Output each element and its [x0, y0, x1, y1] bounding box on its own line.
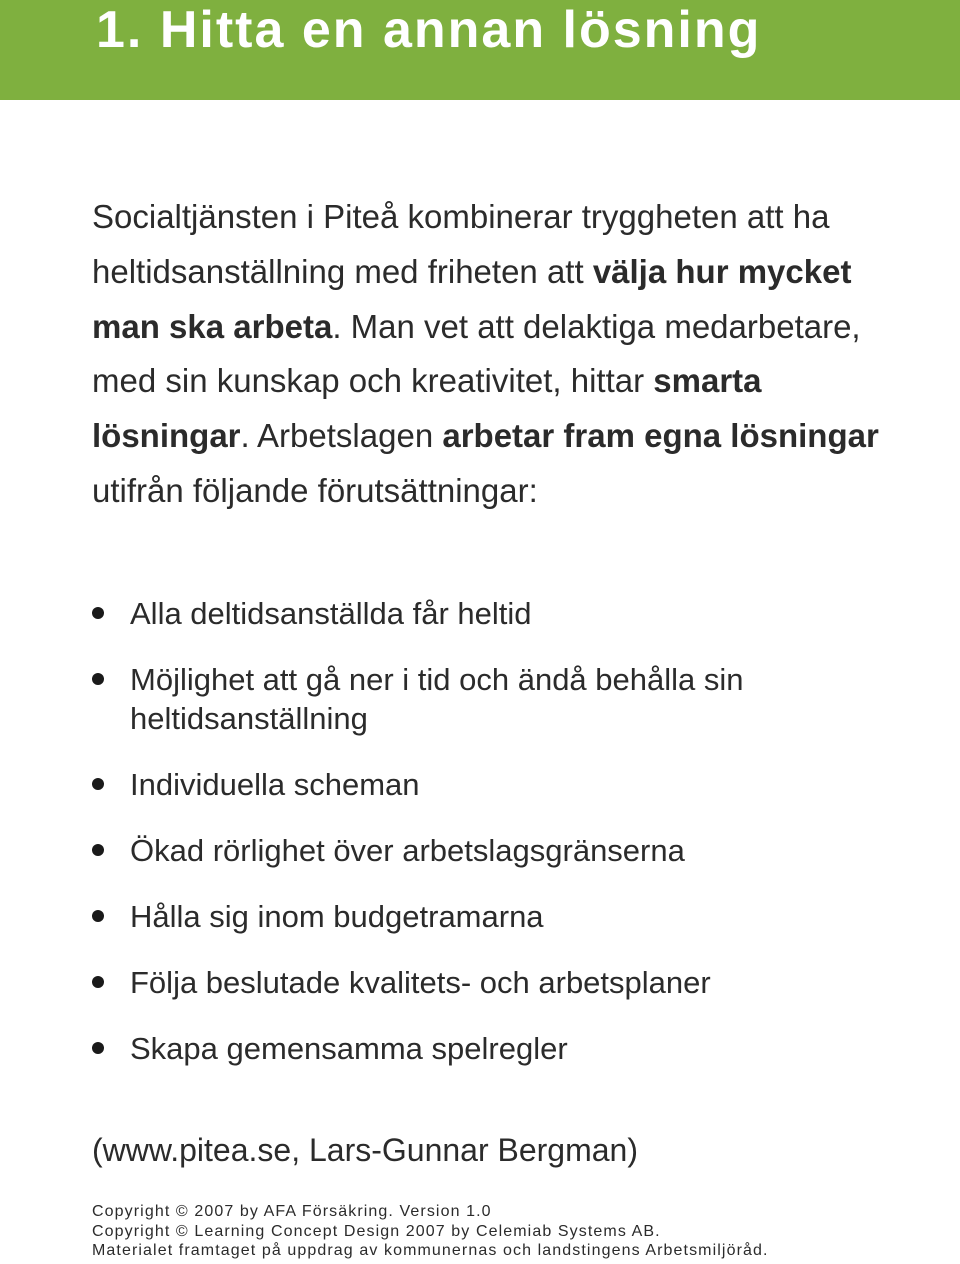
list-item: [92, 897, 892, 936]
list-item: [92, 660, 892, 738]
intro-text-3: . Arbetslagen: [240, 417, 443, 455]
intro-bold-1: välja hur mycket man ska arbeta: [92, 252, 852, 345]
bullet-icon: [92, 1042, 104, 1054]
list-item-text: Alla deltidsanställda får heltid: [130, 596, 532, 631]
intro-text-1: Socialtjänsten i Piteå kombinerar tryggheten att ha heltidsanställning med friheten att: [92, 198, 830, 290]
copyright-line-1: Copyright © 2007 by AFA Försäkring. Version 1.0: [92, 1203, 492, 1220]
list-item-text: Möjlighet att gå ner i tid och ändå behålla sin heltidsanställning: [130, 662, 744, 736]
intro-text-4: utifrån följande förutsättningar:: [92, 471, 538, 509]
bullet-icon: [92, 607, 104, 619]
list-item: [92, 594, 892, 633]
intro-paragraph: [92, 190, 892, 519]
bullet-icon: [92, 844, 104, 856]
bullet-icon: [92, 673, 104, 685]
intro-bold-3: arbetar fram egna lösningar: [442, 417, 879, 455]
bullet-icon: [92, 910, 104, 922]
list-item: [92, 831, 892, 870]
list-item: [92, 765, 892, 804]
bullet-icon: [92, 778, 104, 790]
list-item-text: Följa beslutade kvalitets- och arbetsplaner: [130, 965, 711, 1000]
list-item-text: Skapa gemensamma spelregler: [130, 1031, 568, 1066]
header-banner: [0, 0, 960, 100]
list-item-text: Hålla sig inom budgetramarna: [130, 899, 544, 934]
source-citation: (www.pitea.se, Lars-Gunnar Bergman): [92, 1132, 638, 1168]
list-item-text: Individuella scheman: [130, 767, 420, 802]
page-title: 1. Hitta en annan lösning: [96, 1, 762, 59]
conditions-list: [92, 594, 892, 1095]
copyright-block: [92, 1202, 942, 1261]
list-item: [92, 1029, 892, 1068]
list-item: [92, 963, 892, 1002]
bullet-icon: [92, 976, 104, 988]
list-item-text: Ökad rörlighet över arbetslagsgränserna: [130, 833, 685, 868]
copyright-line-2: Copyright © Learning Concept Design 2007 by Celemiab Systems AB.: [92, 1222, 661, 1240]
intro-text-2: . Man vet att delaktiga medarbetare, med sin kunskap och kreativitet, hittar: [92, 307, 861, 400]
intro-bold-2: smarta lösningar: [92, 362, 762, 455]
copyright-line-3: Materialet framtaget på uppdrag av kommunernas och landstingens Arbetsmiljöråd.: [92, 1242, 769, 1259]
